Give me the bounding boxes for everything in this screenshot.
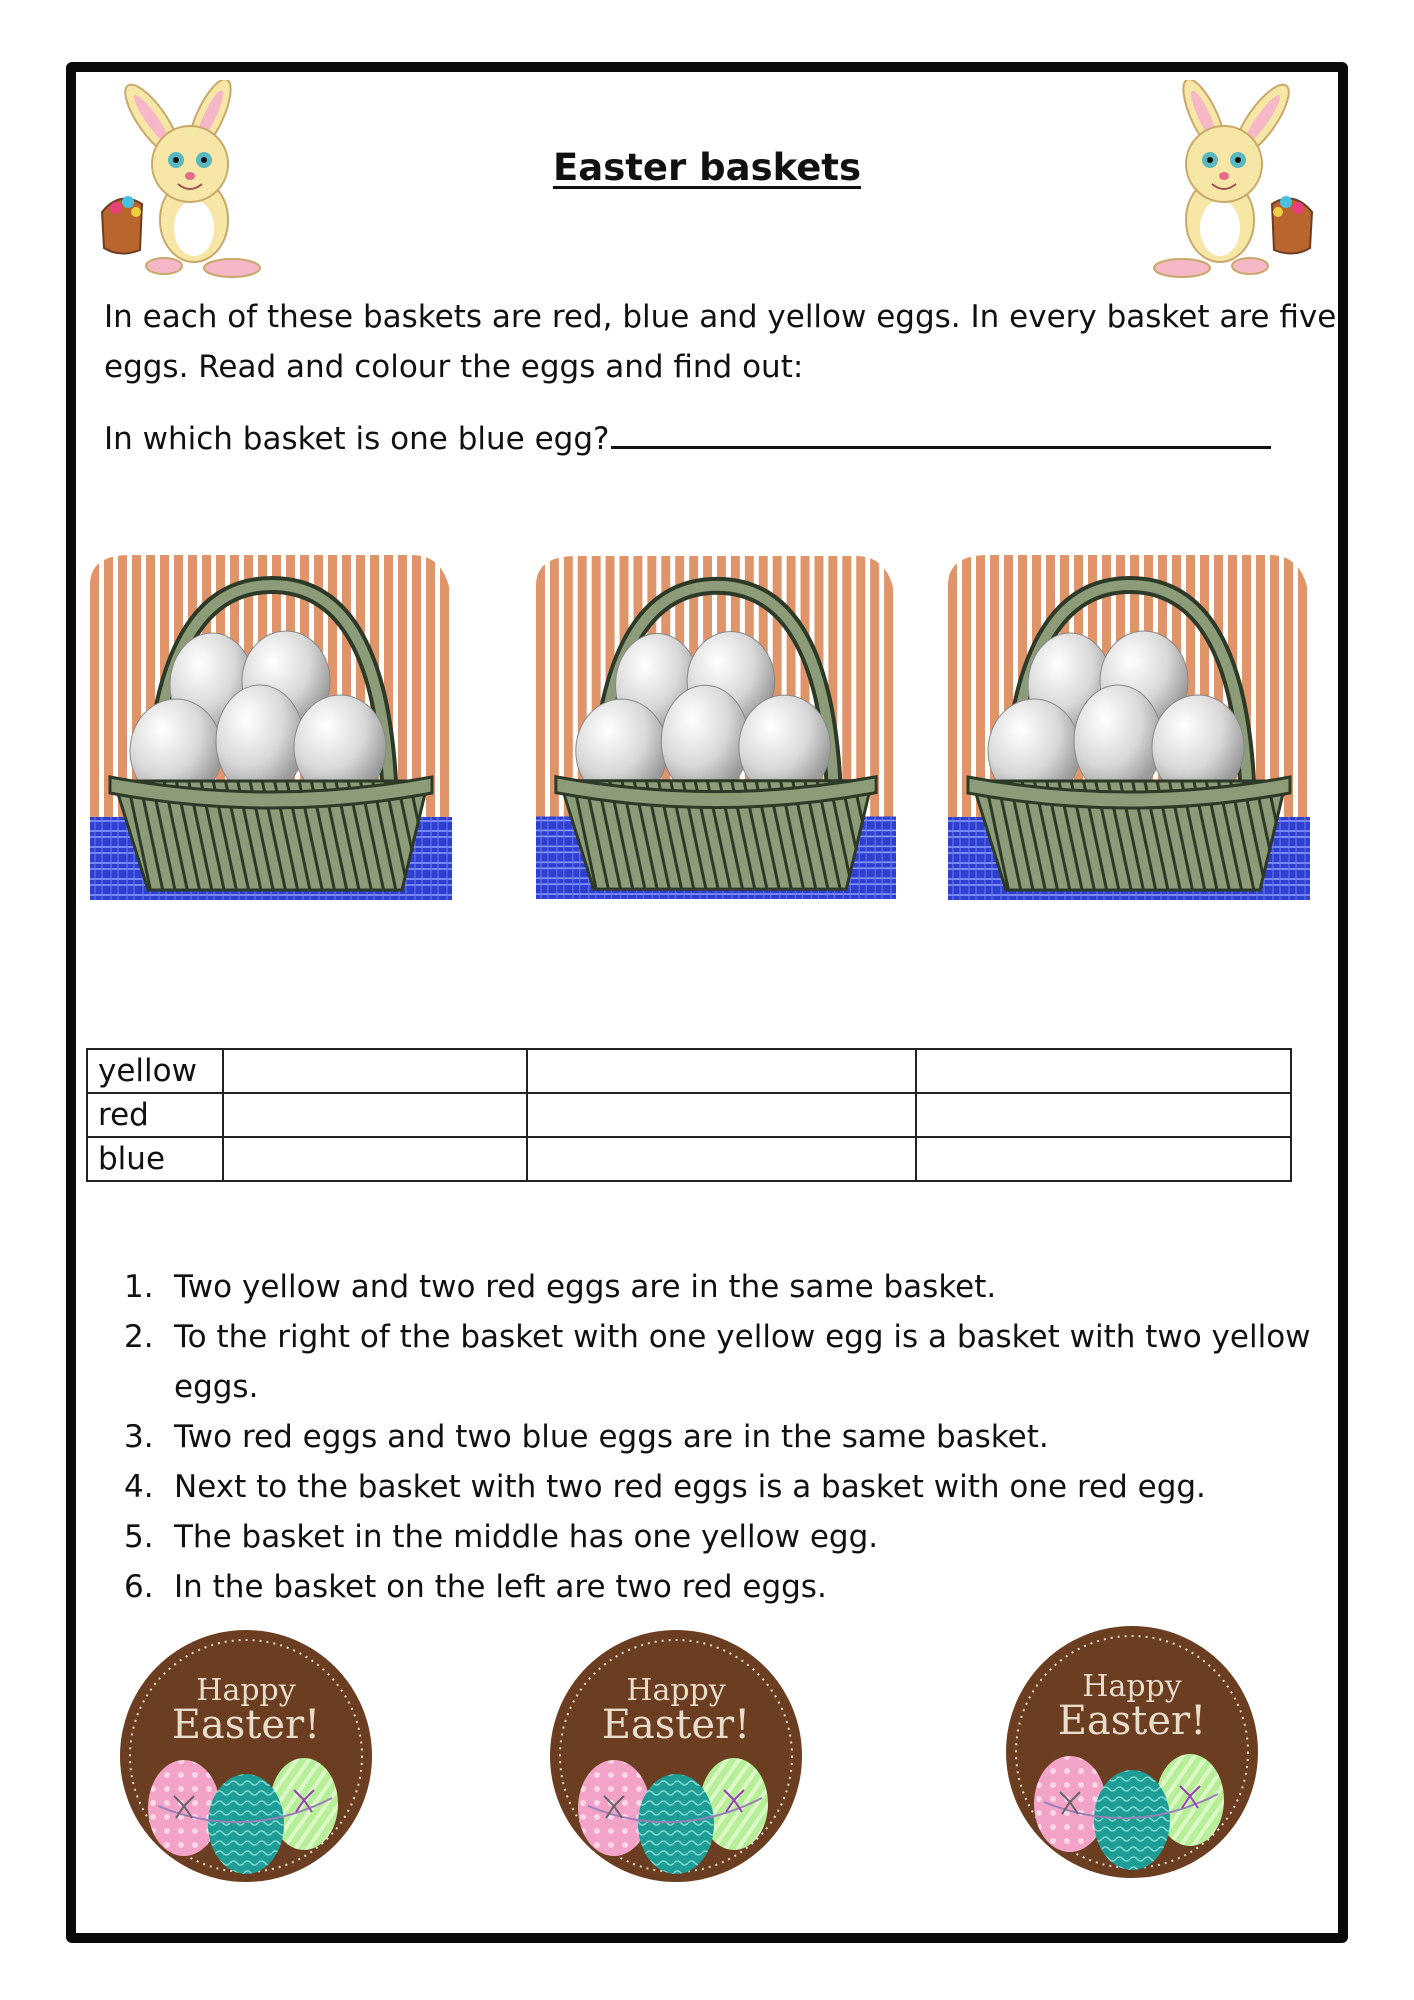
list-item bbox=[124, 1262, 1334, 1312]
clue-number: 4. bbox=[124, 1469, 154, 1505]
answer-cell[interactable] bbox=[223, 1049, 527, 1093]
answer-cell[interactable] bbox=[916, 1093, 1291, 1137]
table-row bbox=[87, 1137, 1291, 1181]
clue-number: 1. bbox=[124, 1269, 154, 1305]
question-line bbox=[104, 412, 1344, 464]
clue-text: Next to the basket with two red eggs is a basket with one red egg. bbox=[174, 1469, 1206, 1505]
badge-line1: Happy bbox=[626, 1673, 726, 1708]
clue-text: Two yellow and two red eggs are in the same basket. bbox=[174, 1269, 997, 1305]
clues-list bbox=[124, 1262, 1334, 1612]
clue-number: 5. bbox=[124, 1519, 154, 1555]
happy-easter-badge-icon bbox=[1004, 1624, 1260, 1880]
clue-text: The basket in the middle has one yellow egg. bbox=[174, 1519, 879, 1555]
badge-line2: Easter! bbox=[171, 1702, 321, 1748]
badge-line2: Easter! bbox=[601, 1702, 751, 1748]
row-label-blue: blue bbox=[87, 1137, 223, 1181]
badge-line1: Happy bbox=[196, 1673, 296, 1708]
row-label-yellow: yellow bbox=[87, 1049, 223, 1093]
clue-number: 2. bbox=[124, 1319, 154, 1355]
worksheet-title: Easter baskets bbox=[552, 146, 862, 189]
table-row bbox=[87, 1093, 1291, 1137]
egg-count-table bbox=[86, 1048, 1292, 1182]
clue-text: Two red eggs and two blue eggs are in the same basket. bbox=[174, 1419, 1049, 1455]
basket-middle bbox=[536, 555, 896, 900]
list-item bbox=[124, 1312, 1334, 1412]
clue-text: In the basket on the left are two red eggs. bbox=[174, 1569, 827, 1605]
clue-number: 6. bbox=[124, 1569, 154, 1605]
badge-line1: Happy bbox=[1082, 1669, 1182, 1704]
intro-paragraph: In each of these baskets are red, blue and yellow eggs. In every basket are five eggs. Read and colour the eggs and find out: bbox=[104, 299, 1337, 385]
basket-left bbox=[90, 555, 452, 900]
answer-cell[interactable] bbox=[527, 1093, 916, 1137]
happy-easter-badge-icon bbox=[118, 1628, 374, 1884]
basket-right bbox=[948, 555, 1310, 900]
answer-cell[interactable] bbox=[527, 1049, 916, 1093]
row-label-red: red bbox=[87, 1093, 223, 1137]
list-item bbox=[124, 1462, 1334, 1512]
answer-blank[interactable] bbox=[611, 412, 1271, 449]
question-text: In which basket is one blue egg? bbox=[104, 421, 610, 457]
clue-text: To the right of the basket with one yellow egg is a basket with two yellow eggs. bbox=[174, 1319, 1311, 1405]
happy-easter-badge-icon bbox=[548, 1628, 804, 1884]
list-item bbox=[124, 1512, 1334, 1562]
badge-line2: Easter! bbox=[1057, 1698, 1207, 1744]
answer-cell[interactable] bbox=[916, 1049, 1291, 1093]
table-row bbox=[87, 1049, 1291, 1093]
answer-cell[interactable] bbox=[527, 1137, 916, 1181]
list-item bbox=[124, 1562, 1334, 1612]
clue-number: 3. bbox=[124, 1419, 154, 1455]
answer-cell[interactable] bbox=[916, 1137, 1291, 1181]
answer-cell[interactable] bbox=[223, 1093, 527, 1137]
list-item bbox=[124, 1412, 1334, 1462]
answer-cell[interactable] bbox=[223, 1137, 527, 1181]
